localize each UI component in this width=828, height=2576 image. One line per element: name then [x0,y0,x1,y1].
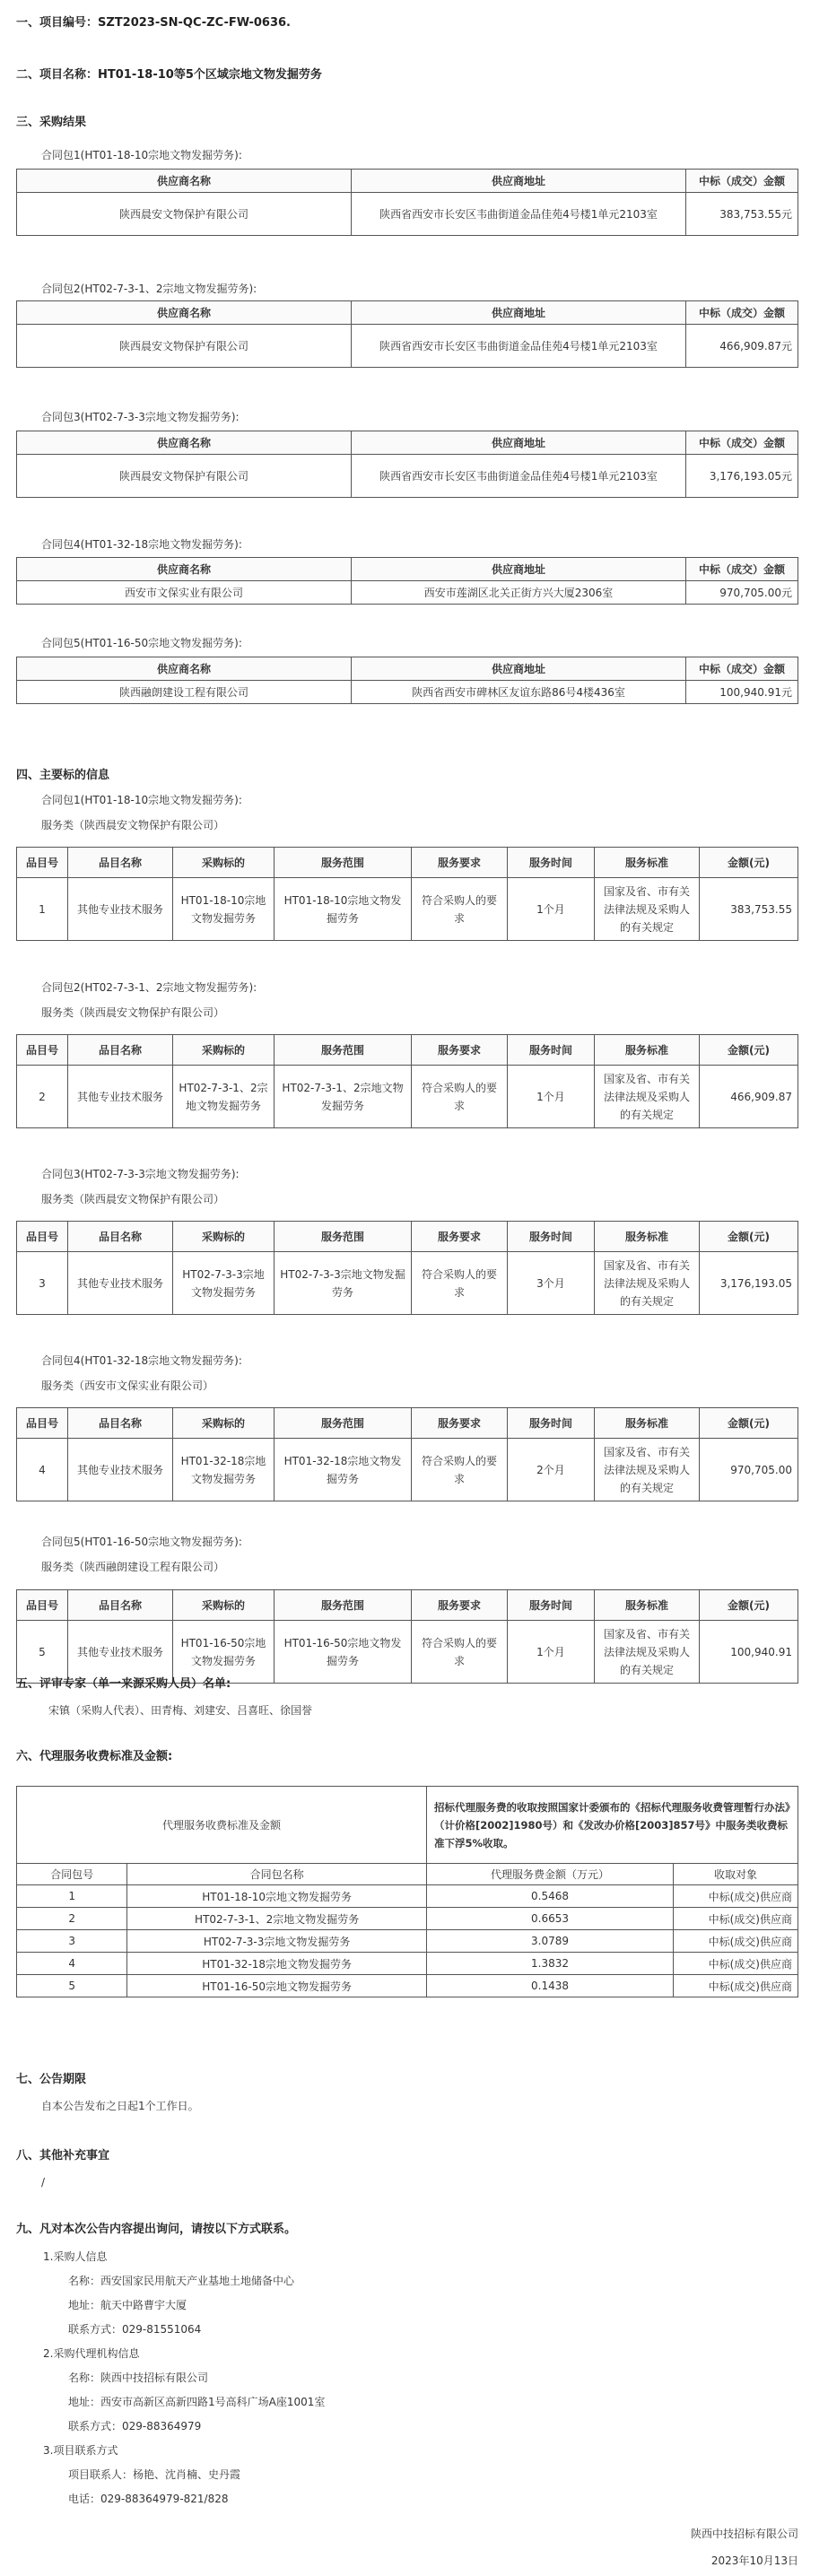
fee-package-no: 2 [17,1908,127,1930]
supplier-address: 陕西省西安市碑林区友谊东路86号4楼436室 [352,681,686,704]
other-matters: / [41,2176,46,2189]
subject-header-cell: 品目名称 [68,848,173,878]
subject-header-cell: 品目号 [17,1222,68,1252]
notice-period: 自本公告发布之日起1个工作日。 [41,2100,199,2112]
buyer-phone: 联系方式：029-81551064 [68,2323,202,2336]
subject-package-label: 合同包5(HT01-16-50宗地文物发掘劳务): [41,1536,242,1548]
fee-package-name: HT01-16-50宗地文物发掘劳务 [127,1975,427,1997]
subject-header-cell: 采购标的 [173,1408,275,1439]
buyer-name: 名称：西安国家民用航天产业基地土地储备中心 [68,2275,295,2287]
subject-header-row [17,1408,798,1439]
result-header-cell: 供应商名称 [17,657,352,681]
service-standard: 国家及省、市有关法律法规及采购人的有关规定 [595,1252,700,1315]
subject-header-cell: 服务要求 [412,1590,508,1621]
result-package-label: 合同包5(HT01-16-50宗地文物发掘劳务): [41,637,242,649]
service-scope: HT01-32-18宗地文物发掘劳务 [275,1439,412,1501]
subject-package-label: 合同包2(HT02-7-3-1、2宗地文物发掘劳务): [41,981,257,994]
project-code-line [16,13,291,30]
sec5-title: 五、评审专家（单一来源采购人员）名单: [16,1677,231,1691]
fee-amount: 0.1438 [427,1975,674,1997]
service-standard: 国家及省、市有关法律法规及采购人的有关规定 [595,1439,700,1501]
subject-header-cell: 品目名称 [68,1222,173,1252]
item-name: 其他专业技术服务 [68,1252,173,1315]
buyer-address: 地址：航天中路曹宇大厦 [68,2299,187,2311]
result-header-cell: 中标（成交）金额 [686,657,798,681]
fee-amount: 1.3832 [427,1953,674,1975]
amount: 970,705.00 [700,1439,798,1501]
expert-list: 宋镇（采购人代表）、田青梅、刘建安、吕喜旺、徐国誉 [48,1704,313,1717]
subject-header-cell: 服务范围 [275,1408,412,1439]
award-amount: 3,176,193.05元 [686,455,798,498]
subject-header-cell: 金额(元) [700,1222,798,1252]
subject-header-cell: 品目号 [17,1408,68,1439]
fee-payer: 中标(成交)供应商 [674,1975,798,1997]
project-name-line [16,65,322,82]
item-name: 其他专业技术服务 [68,878,173,941]
subject-header-cell: 服务时间 [508,1408,595,1439]
sec1-title: 一、项目编号： [16,16,99,30]
supplier-name: 陕西晨安文物保护有限公司 [17,193,352,236]
fee-package-name: HT02-7-3-3宗地文物发掘劳务 [127,1930,427,1953]
fee-payer: 中标(成交)供应商 [674,1930,798,1953]
fee-header-no: 合同包号 [17,1864,127,1885]
fee-header-row [17,1864,798,1885]
service-scope: HT02-7-3-1、2宗地文物发掘劳务 [275,1066,412,1128]
subject-header-cell: 金额(元) [700,1408,798,1439]
result-table [16,431,798,498]
subject-header-cell: 服务标准 [595,1035,700,1066]
item-name: 其他专业技术服务 [68,1439,173,1501]
subject-header-cell: 服务要求 [412,848,508,878]
amount: 100,940.91 [700,1621,798,1684]
fee-package-name: HT01-18-10宗地文物发掘劳务 [127,1885,427,1908]
result-header-cell: 供应商地址 [352,170,686,193]
subject-header-cell: 金额(元) [700,1035,798,1066]
contact-people: 项目联系人：杨艳、沈肖楠、史丹霞 [68,2468,241,2481]
fee-payer: 中标(成交)供应商 [674,1953,798,1975]
subject-header-cell: 品目号 [17,848,68,878]
fee-package-no: 1 [17,1885,127,1908]
subject-table [16,1407,798,1501]
agent-phone: 联系方式：029-88364979 [68,2420,202,2432]
agency-fee-table [16,1786,798,1997]
subject-service-type: 服务类（西安市文保实业有限公司） [41,1379,214,1392]
subject-table [16,1034,798,1128]
subject-header-cell: 品目号 [17,1590,68,1621]
subject-header-cell: 采购标的 [173,1035,275,1066]
service-requirement: 符合采购人的要求 [412,1252,508,1315]
subject-row [17,1439,798,1501]
service-standard: 国家及省、市有关法律法规及采购人的有关规定 [595,878,700,941]
result-table [16,557,798,605]
fee-payer: 中标(成交)供应商 [674,1885,798,1908]
subject-header-cell: 采购标的 [173,848,275,878]
service-requirement: 符合采购人的要求 [412,1439,508,1501]
fee-row [17,1885,798,1908]
amount: 466,909.87 [700,1066,798,1128]
contact-title: 3.项目联系方式 [43,2444,118,2457]
item-no: 2 [17,1066,68,1128]
result-header-cell: 中标（成交）金额 [686,558,798,581]
supplier-name: 西安市文保实业有限公司 [17,581,352,605]
award-amount: 383,753.55元 [686,193,798,236]
result-row [17,581,798,605]
subject-header-cell: 服务时间 [508,848,595,878]
result-header-cell: 供应商地址 [352,558,686,581]
service-scope: HT02-7-3-3宗地文物发掘劳务 [275,1252,412,1315]
result-header-cell: 中标（成交）金额 [686,170,798,193]
result-header-row [17,431,798,455]
result-row [17,193,798,236]
result-header-row [17,558,798,581]
subject-header-cell: 服务时间 [508,1035,595,1066]
sec7-title: 七、公告期限 [16,2073,87,2086]
agent-name: 名称：陕西中技招标有限公司 [68,2371,209,2384]
subject-package-label: 合同包1(HT01-18-10宗地文物发掘劳务): [41,794,242,806]
subject-header-cell: 服务要求 [412,1222,508,1252]
result-header-cell: 供应商地址 [352,431,686,455]
fee-amount: 0.6653 [427,1908,674,1930]
fee-package-no: 5 [17,1975,127,1997]
subject-header-row [17,1035,798,1066]
amount: 3,176,193.05 [700,1252,798,1315]
sec4-title: 四、主要标的信息 [16,769,110,782]
subject-header-cell: 服务时间 [508,1222,595,1252]
subject-service-type: 服务类（陕西融朗建设工程有限公司） [41,1561,225,1573]
buyer-info-title: 1.采购人信息 [43,2250,108,2263]
result-header-cell: 中标（成交）金额 [686,431,798,455]
subject-service-type: 服务类（陕西晨安文物保护有限公司） [41,1006,225,1019]
subject-row [17,878,798,941]
fee-row [17,1908,798,1930]
result-header-cell: 供应商地址 [352,657,686,681]
result-header-row [17,170,798,193]
sec3-title: 三、采购结果 [16,116,87,129]
result-header-row [17,657,798,681]
service-standard: 国家及省、市有关法律法规及采购人的有关规定 [595,1066,700,1128]
result-header-row [17,301,798,325]
subject-header-cell: 品目名称 [68,1408,173,1439]
procurement-target: HT01-18-10宗地文物发掘劳务 [173,878,275,941]
result-header-cell: 供应商名称 [17,301,352,325]
service-requirement: 符合采购人的要求 [412,878,508,941]
item-no: 5 [17,1621,68,1684]
service-time: 1个月 [508,878,595,941]
fee-package-no: 3 [17,1930,127,1953]
result-package-label: 合同包4(HT01-32-18宗地文物发掘劳务): [41,538,242,551]
item-no: 3 [17,1252,68,1315]
supplier-address: 陕西省西安市长安区韦曲街道金品佳苑4号楼1单元2103室 [352,325,686,368]
subject-header-cell: 采购标的 [173,1590,275,1621]
supplier-name: 陕西融朗建设工程有限公司 [17,681,352,704]
contact-phone: 电话：029-88364979-821/828 [68,2493,229,2505]
subject-header-cell: 采购标的 [173,1222,275,1252]
subject-table [16,1589,798,1684]
subject-header-row [17,1590,798,1621]
award-amount: 970,705.00元 [686,581,798,605]
subject-header-cell: 服务要求 [412,1035,508,1066]
fee-header-name: 合同包名称 [127,1864,427,1885]
result-row [17,325,798,368]
fee-package-name: HT02-7-3-1、2宗地文物发掘劳务 [127,1908,427,1930]
subject-package-label: 合同包3(HT02-7-3-3宗地文物发掘劳务): [41,1168,240,1180]
fee-std-label: 代理服务收费标准及金额 [17,1787,427,1864]
subject-row [17,1252,798,1315]
result-header-cell: 供应商名称 [17,431,352,455]
subject-service-type: 服务类（陕西晨安文物保护有限公司） [41,819,225,831]
result-package-label: 合同包2(HT02-7-3-1、2宗地文物发掘劳务): [41,283,257,295]
fee-header-payer: 收取对象 [674,1864,798,1885]
subject-header-cell: 服务要求 [412,1408,508,1439]
sec2-title: 二、项目名称： [16,68,99,82]
subject-header-cell: 品目名称 [68,1590,173,1621]
subject-header-cell: 服务范围 [275,1590,412,1621]
sec9-title: 九、凡对本次公告内容提出询问，请按以下方式联系。 [16,2223,297,2236]
subject-service-type: 服务类（陕西晨安文物保护有限公司） [41,1193,225,1205]
service-time: 2个月 [508,1439,595,1501]
item-no: 1 [17,878,68,941]
subject-header-cell: 服务标准 [595,1408,700,1439]
service-requirement: 符合采购人的要求 [412,1066,508,1128]
subject-header-cell: 品目名称 [68,1035,173,1066]
service-time: 3个月 [508,1252,595,1315]
service-requirement: 符合采购人的要求 [412,1621,508,1684]
fee-amount: 0.5468 [427,1885,674,1908]
result-header-cell: 供应商名称 [17,558,352,581]
result-header-cell: 供应商地址 [352,301,686,325]
subject-header-cell: 服务范围 [275,848,412,878]
result-package-label: 合同包3(HT02-7-3-3宗地文物发掘劳务): [41,411,240,423]
amount: 383,753.55 [700,878,798,941]
fee-payer: 中标(成交)供应商 [674,1908,798,1930]
result-table [16,300,798,368]
result-table [16,657,798,704]
agent-address: 地址：西安市高新区高新四路1号高科广场A座1001室 [68,2396,326,2408]
sec8-title: 八、其他补充事宜 [16,2149,110,2163]
service-standard: 国家及省、市有关法律法规及采购人的有关规定 [595,1621,700,1684]
supplier-address: 西安市莲湖区北关正街方兴大厦2306室 [352,581,686,605]
subject-header-cell: 服务时间 [508,1590,595,1621]
supplier-name: 陕西晨安文物保护有限公司 [17,455,352,498]
result-header-cell: 供应商名称 [17,170,352,193]
item-name: 其他专业技术服务 [68,1066,173,1128]
result-table [16,169,798,236]
subject-header-cell: 金额(元) [700,1590,798,1621]
service-time: 1个月 [508,1621,595,1684]
fee-std-text: 招标代理服务费的收取按照国家计委颁布的《招标代理服务收费管理暂行办法》（计价格[2002]1980号）和《发改办价格[2003]857号》中服务类收费标准下浮5%收取。 [427,1787,798,1864]
procurement-target: HT01-16-50宗地文物发掘劳务 [173,1621,275,1684]
subject-header-cell: 品目号 [17,1035,68,1066]
subject-header-cell: 服务范围 [275,1035,412,1066]
service-scope: HT01-16-50宗地文物发掘劳务 [275,1621,412,1684]
footer-date: 2023年10月13日 [710,2554,798,2567]
subject-table [16,847,798,941]
agent-info-title: 2.采购代理机构信息 [43,2347,140,2360]
project-name: HT01-18-10等5个区域宗地文物发掘劳务 [98,68,322,82]
supplier-name: 陕西晨安文物保护有限公司 [17,325,352,368]
supplier-address: 陕西省西安市长安区韦曲街道金品佳苑4号楼1单元2103室 [352,193,686,236]
fee-package-name: HT01-32-18宗地文物发掘劳务 [127,1953,427,1975]
fee-amount: 3.0789 [427,1930,674,1953]
result-header-cell: 中标（成交）金额 [686,301,798,325]
award-amount: 466,909.87元 [686,325,798,368]
subject-table [16,1221,798,1315]
subject-package-label: 合同包4(HT01-32-18宗地文物发掘劳务): [41,1354,242,1367]
service-time: 1个月 [508,1066,595,1128]
supplier-address: 陕西省西安市长安区韦曲街道金品佳苑4号楼1单元2103室 [352,455,686,498]
subject-header-row [17,1222,798,1252]
subject-header-row [17,848,798,878]
subject-header-cell: 服务标准 [595,1590,700,1621]
procurement-target: HT01-32-18宗地文物发掘劳务 [173,1439,275,1501]
procurement-target: HT02-7-3-1、2宗地文物发掘劳务 [173,1066,275,1128]
fee-package-no: 4 [17,1953,127,1975]
fee-header-amount: 代理服务费金额（万元） [427,1864,674,1885]
subject-header-cell: 服务标准 [595,1222,700,1252]
fee-row [17,1953,798,1975]
sec6-title: 六、代理服务收费标准及金额: [16,1750,173,1763]
footer-org: 陕西中技招标有限公司 [690,2528,798,2540]
fee-row [17,1930,798,1953]
result-row [17,681,798,704]
subject-header-cell: 服务标准 [595,848,700,878]
subject-header-cell: 金额(元) [700,848,798,878]
item-name: 其他专业技术服务 [68,1621,173,1684]
subject-row [17,1066,798,1128]
fee-row [17,1975,798,1997]
procurement-target: HT02-7-3-3宗地文物发掘劳务 [173,1252,275,1315]
project-code: SZT2023-SN-QC-ZC-FW-0636. [98,16,291,30]
subject-header-cell: 服务范围 [275,1222,412,1252]
result-row [17,455,798,498]
award-amount: 100,940.91元 [686,681,798,704]
result-package-label: 合同包1(HT01-18-10宗地文物发掘劳务): [41,149,242,161]
item-no: 4 [17,1439,68,1501]
service-scope: HT01-18-10宗地文物发掘劳务 [275,878,412,941]
